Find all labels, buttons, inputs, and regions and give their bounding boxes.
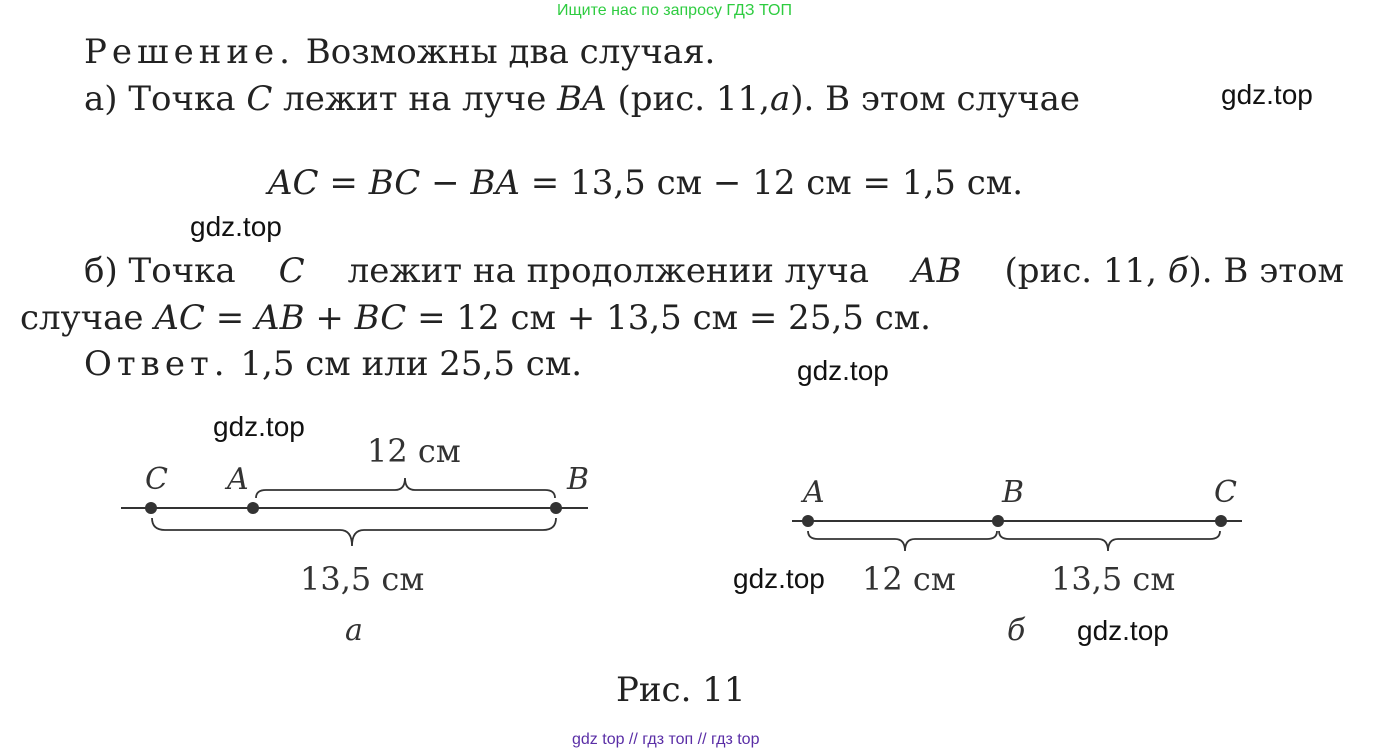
case-a-ref-letter: а <box>769 79 791 119</box>
formula-a-eq: = <box>318 163 369 203</box>
watermark: gdz.top <box>190 211 282 242</box>
figure-a-caption: а <box>345 613 363 648</box>
watermark: gdz.top <box>1221 79 1313 110</box>
figure-a-point-b <box>550 502 562 514</box>
case-b-mid: лежит на продолжении луча <box>347 251 870 291</box>
solution-heading: Решение. <box>84 32 295 72</box>
figure-a-point-c <box>145 502 157 514</box>
answer-label: Ответ. <box>84 344 230 384</box>
figure-b-label-c: C <box>1214 475 1237 510</box>
figure-b-left-brace <box>808 531 997 551</box>
watermark: gdz.top <box>1077 615 1169 646</box>
case-b-line2-start: случае <box>20 298 155 338</box>
watermark: gdz.top <box>213 411 305 442</box>
figure-a-label-a: A <box>227 462 249 497</box>
answer-text: 1,5 см или 25,5 см. <box>240 344 583 384</box>
formula-a-lhs: AC <box>268 163 319 203</box>
case-a-ray: BA <box>557 79 607 119</box>
figure-a-bottom-label: 13,5 см <box>300 560 425 598</box>
figure-b-label-a: A <box>803 475 825 510</box>
figure-b-point-a <box>802 515 814 527</box>
figure-a-top-label: 12 см <box>367 432 461 470</box>
figure-b-label-b: B <box>1002 475 1025 510</box>
figure-b-left-label: 12 см <box>862 560 956 598</box>
figure-a-top-brace <box>256 478 555 498</box>
case-b-ref-close: ). В этом <box>1188 251 1344 291</box>
formula-a-minus: − <box>420 163 471 203</box>
case-a-ref-open: (рис. 11, <box>617 79 770 119</box>
top-banner[interactable]: Ищите нас по запросу ГДЗ ТОП <box>557 2 792 19</box>
figure-title: Рис. 11 <box>616 670 746 710</box>
watermark: gdz.top <box>797 355 889 386</box>
case-a-prefix: а) Точка <box>84 79 236 119</box>
case-b-point: C <box>278 251 305 291</box>
case-b-t3: BC <box>354 298 407 338</box>
case-b-t1: AC <box>154 298 205 338</box>
figure-a-point-a <box>247 502 259 514</box>
figure-b-point-c <box>1215 515 1227 527</box>
figure-a <box>121 432 589 648</box>
case-b-ref-letter: б <box>1167 251 1189 291</box>
figure-b <box>792 475 1242 648</box>
case-b-prefix: б) Точка <box>84 251 236 291</box>
figure-b-point-b <box>992 515 1004 527</box>
case-b-plus: + <box>304 298 355 338</box>
formula-a-t1: BC <box>368 163 421 203</box>
footer-links[interactable]: gdz top // гдз топ // гдз top <box>572 731 760 748</box>
case-b-ref-open: (рис. 11, <box>1004 251 1157 291</box>
case-b-t2: AB <box>255 298 305 338</box>
figure-a-bottom-brace <box>152 518 556 546</box>
case-b-eq: = <box>204 298 256 338</box>
figure-a-label-c: C <box>145 462 168 497</box>
case-a-ref-close: ). В этом случае <box>790 79 1080 119</box>
watermark: gdz.top <box>733 563 825 594</box>
formula-a-rest: = 13,5 см − 12 см = 1,5 см. <box>519 163 1024 203</box>
case-b-rest: = 12 см + 13,5 см = 25,5 см. <box>406 298 931 338</box>
formula-a-t2: BA <box>470 163 520 203</box>
figure-b-right-label: 13,5 см <box>1051 560 1176 598</box>
case-b-ray: AB <box>912 251 962 291</box>
figure-b-right-brace <box>999 531 1220 551</box>
case-a-point: C <box>246 79 273 119</box>
figure-a-label-b: B <box>567 462 590 497</box>
solution-intro: Возможны два случая. <box>305 32 716 72</box>
figure-b-caption: б <box>1007 613 1026 648</box>
case-a-mid: лежит на луче <box>283 79 547 119</box>
